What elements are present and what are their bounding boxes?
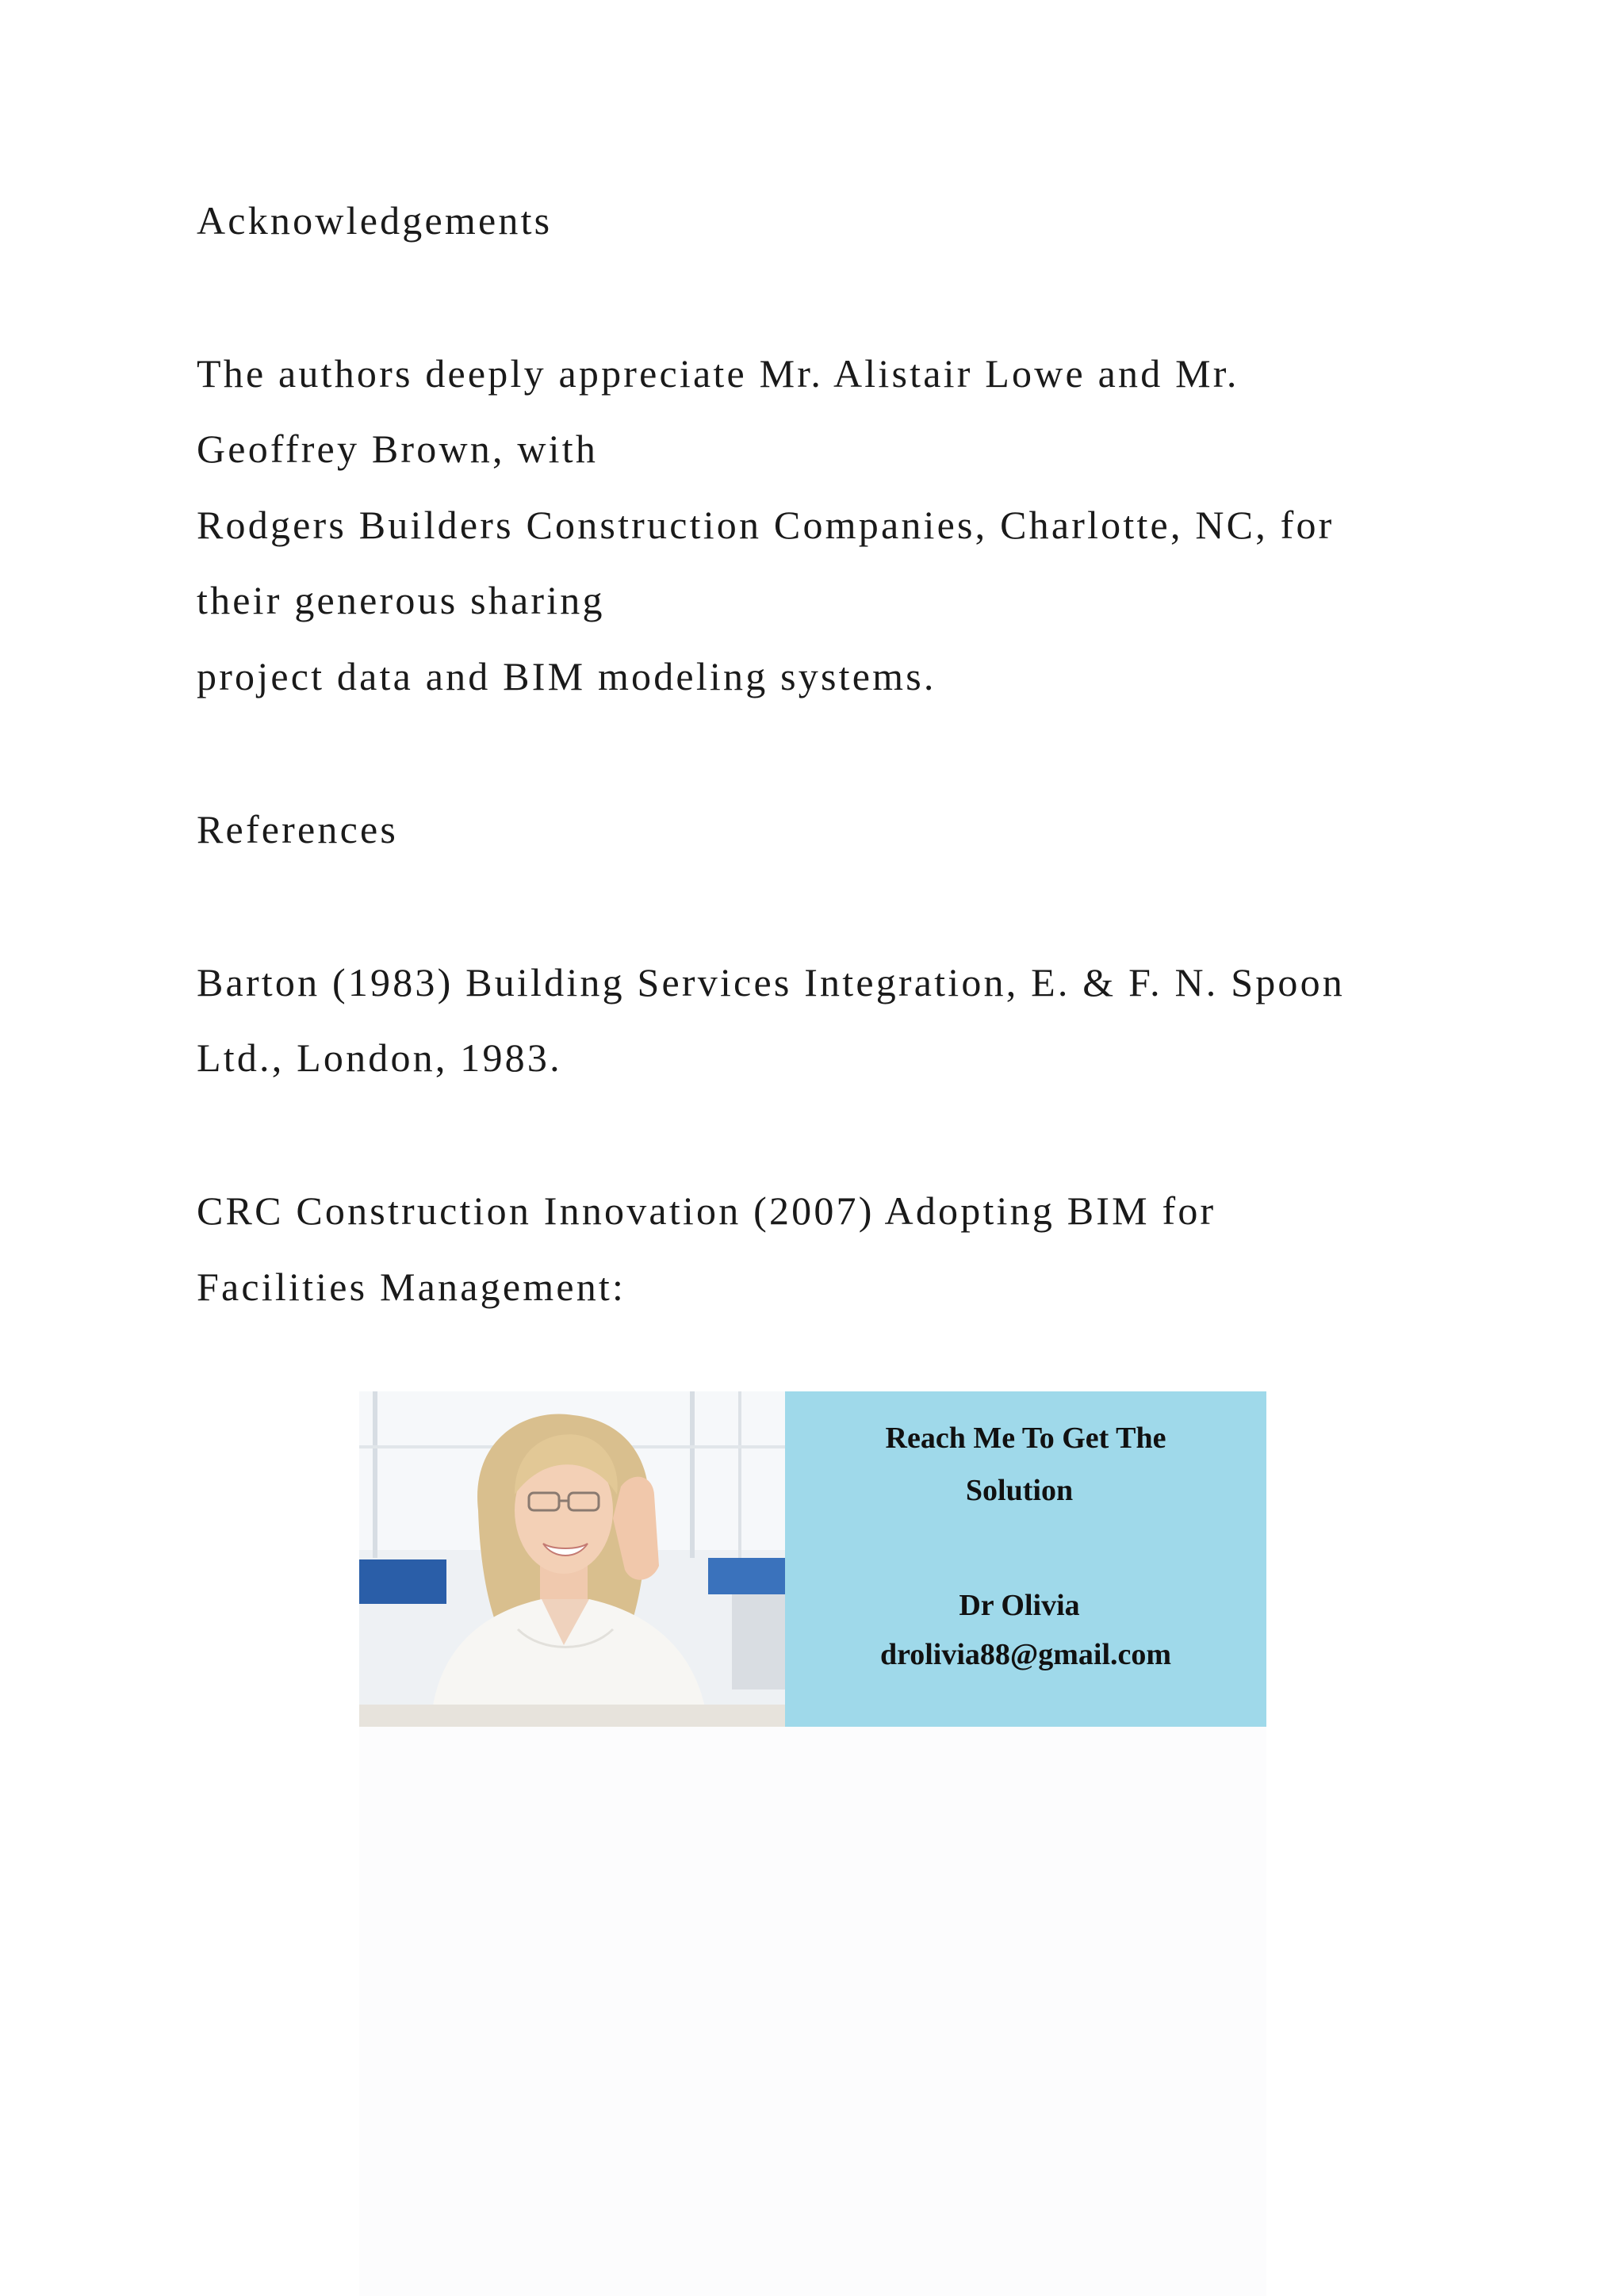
acknowledgement-text-line: their generous sharing — [197, 578, 605, 622]
ad-contact-email[interactable]: drolivia88@gmail.com — [879, 1638, 1172, 1671]
reference-text-line: CRC Construction Innovation (2007) Adopting BIM for — [197, 1188, 1216, 1233]
acknowledgement-text-line: Geoffrey Brown, with — [197, 427, 599, 471]
acknowledgement-text-line: The authors deeply appreciate Mr. Alistair Lowe and Mr. — [197, 351, 1239, 396]
ad-contact-name: Dr Olivia — [959, 1589, 1080, 1622]
reference-text-line: Ltd., London, 1983. — [197, 1035, 562, 1080]
image-placeholder-area — [359, 1727, 1266, 2296]
contact-ad-banner[interactable] — [359, 1391, 1266, 1727]
ad-headline-line-1: Reach Me To Get The — [885, 1422, 1166, 1455]
reference-text-line: Facilities Management: — [197, 1265, 626, 1309]
acknowledgement-text-line: project data and BIM modeling systems. — [197, 654, 936, 698]
references-heading: References — [197, 807, 399, 851]
ad-headline-line-2: Solution — [965, 1474, 1074, 1507]
acknowledgements-heading: Acknowledgements — [197, 198, 553, 243]
contact-card — [785, 1391, 1266, 1727]
woman-photo — [359, 1391, 785, 1727]
acknowledgement-text-line: Rodgers Builders Construction Companies, Charlotte, NC, for — [197, 503, 1335, 547]
reference-text-line: Barton (1983) Building Services Integration, E. & F. N. Spoon — [197, 960, 1346, 1004]
